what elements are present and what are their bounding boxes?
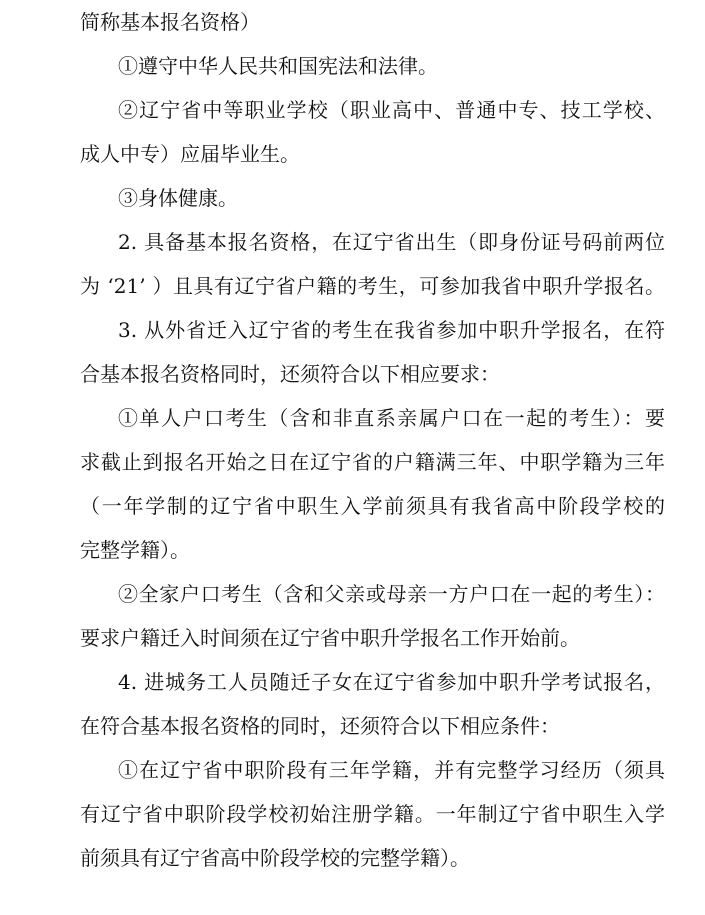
text-line-15: 要求户籍迁入时间须在辽宁省中职升学报名工作开始前。 [80,626,580,650]
text-line-10: ①单人户口考生（含和非直系亲属户口在一起的考生）：要 [118,406,665,430]
text-line-2: ①遵守中华人民共和国宪法和法律。 [118,54,438,78]
text-line-8: 3. 从外省迁入辽宁省的考生在我省参加中职升学报名，在符 [118,318,665,342]
text-line-16: 4. 进城务工人员随迁子女在辽宁省参加中职升学考试报名， [118,670,665,694]
text-line-9: 合基本报名资格同时，还须符合以下相应要求： [80,362,500,386]
text-line-14: ②全家户口考生（含和父亲或母亲一方户口在一起的考生）： [118,582,665,606]
text-line-3: ②辽宁省中等职业学校（职业高中、普通中专、技工学校、 [118,98,665,122]
text-line-18: ①在辽宁省中职阶段有三年学籍，并有完整学习经历（须具 [118,758,665,782]
text-line-17: 在符合基本报名资格的同时，还须符合以下相应条件： [80,714,560,738]
text-line-4: 成人中专）应届毕业生。 [80,142,300,166]
text-line-5: ③身体健康。 [118,186,238,210]
text-line-12: （一年学制的辽宁省中职生入学前须具有我省高中阶段学校的 [80,494,665,518]
text-line-20: 前须具有辽宁省高中阶段学校的完整学籍）。 [80,846,470,870]
text-line-19: 有辽宁省中职阶段学校初始注册学籍。一年制辽宁省中职生入学 [80,802,665,826]
text-line-6: 2. 具备基本报名资格，在辽宁省出生（即身份证号码前两位 [118,230,665,254]
text-line-11: 求截止到报名开始之日在辽宁省的户籍满三年、中职学籍为三年 [80,450,665,474]
text-line-7: 为 ‘21’ ）且具有辽宁省户籍的考生，可参加我省中职升学报名。 [80,274,665,298]
text-line-1: 简称基本报名资格） [80,10,260,34]
text-line-13: 完整学籍）。 [80,538,190,562]
